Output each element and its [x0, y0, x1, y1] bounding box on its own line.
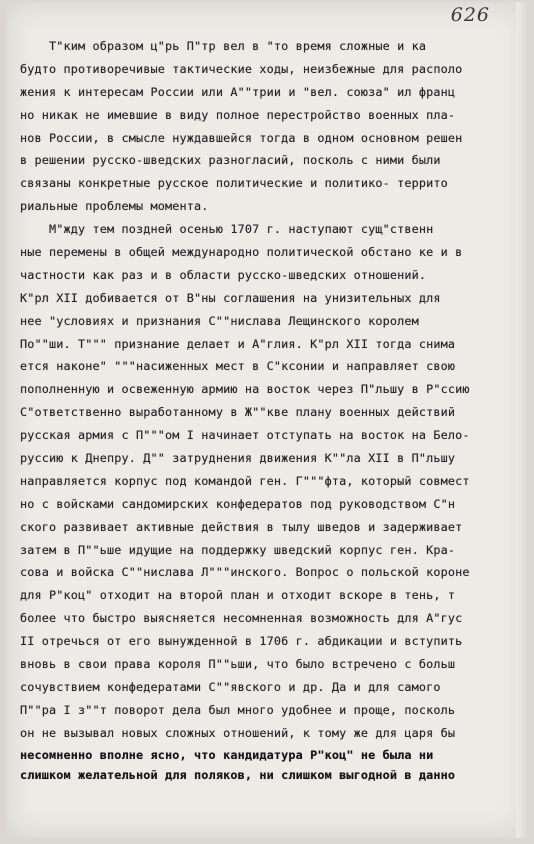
text-line: II отречься от его вынужденной в 1706 г. абдикации и вступить	[20, 634, 463, 649]
text-line: более что быстро выясняется несомненная возможность для А"гус	[20, 611, 463, 626]
text-line: частности как раз и в области русско-шведских отношений.	[20, 267, 427, 282]
text-line: П""ра I з""т поворот дела был много удобнее и проще, посколь	[20, 702, 456, 717]
page-edge-shadow	[516, 2, 528, 838]
text-line: но с войсками сандомирских конфедератов под руководством С"н	[20, 496, 456, 511]
text-line: затем в П""ьше идущие на поддержку шведский корпус ген. Кра-	[20, 542, 456, 557]
text-line: К"рл XII добивается от В"ны соглашения на унизительных для	[20, 290, 441, 305]
text-line: для Р"коц" отходит на второй план и отходит вскоре в тень, т	[20, 588, 456, 603]
text-line: вновь в свои права короля П""ьши, что было встречено с больш	[20, 657, 456, 672]
page-number: 626	[450, 4, 490, 26]
text-line: русская армия с П"""ом I начинает отступать на восток на Бело-	[20, 428, 470, 443]
text-line: Т"ким образом ц"рь П"тр вел в "то время сложные и ка	[20, 39, 427, 53]
text-line: в решении русско-шведских разногласий, посколь с ними были	[20, 153, 441, 168]
text-line: ского развивает активные действия в тылу шведов и задерживает	[20, 519, 463, 534]
text-line: но никак не имевшие в виду полное перестройство военных пла-	[20, 107, 456, 122]
text-line: сова и войска С""нислава Л"""инского. Вопрос о польской короне	[20, 565, 470, 580]
text-line: будто противоречивые тактические ходы, неизбежные для располо	[20, 61, 463, 76]
typewritten-page	[6, 2, 528, 838]
text-line: слишком желательной для поляков, ни слишком выгодной в данно	[20, 767, 456, 782]
text-line: руссию к Днепру. Д"" затруднения движения К""ла XII в П"льшу	[20, 451, 456, 466]
text-line: По""ши. Т""" признание делает и А"глия. К"рл XII тогда снима	[20, 336, 456, 351]
text-line: несомненно вполне ясно, что кандидатура Р"коц" не была ни	[20, 747, 434, 762]
typewritten-body	[20, 35, 520, 785]
text-line: пополненную и освеженную армию на восток через П"льшу в Р"ссию	[20, 382, 470, 397]
text-line: направляется корпус под командой ген. Г"""фта, который совмест	[20, 473, 470, 488]
text-line: С"ответственно выработанному в Ж""кве плану военных действий	[20, 405, 456, 420]
text-line: нее "условиях и признания С""нислава Лещинского королем	[20, 313, 419, 328]
text-line: сочувствием конфедератами С""явского и др. Да и для самого	[20, 679, 441, 694]
text-line: риальные проблемы момента.	[20, 199, 209, 214]
text-line: ные перемены в общей международно политической обстано ке и в	[20, 245, 463, 260]
text-line: ется наконе" """насиженных мест в С"ксонии и направляет свою	[20, 359, 456, 374]
text-line: он не вызывал новых сложных отношений, к тому же для царя бы	[20, 725, 456, 740]
text-line: жения к интересам России или А""трии и "вел. союза" ил франц	[20, 84, 456, 99]
text-line: нов России, в смысле нуждавшейся тогда в одном основном решен	[20, 130, 463, 145]
text-line: М"жду тем поздней осенью 1707 г. наступают сущ"ственн	[20, 222, 434, 237]
text-line: связаны конкретные русское политические и политико- террито	[20, 176, 448, 191]
